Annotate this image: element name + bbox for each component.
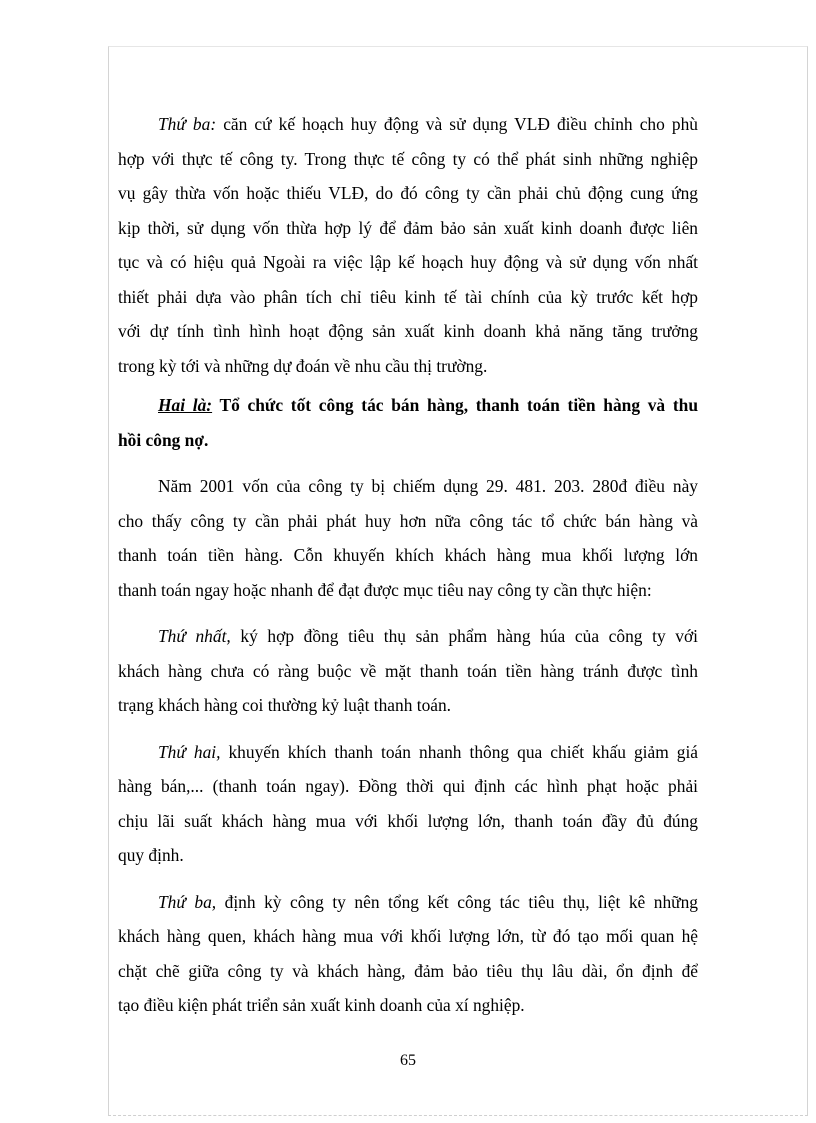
paragraph-thu-ba-vld bbox=[118, 107, 698, 383]
paragraph-line: hàng bán,... (thanh toán ngay). Đồng thời qui định các hình phạt hoặc phải bbox=[118, 776, 698, 796]
paragraph-line: trạng khách hàng coi thường kỷ luật thanh toán. bbox=[118, 695, 452, 715]
section-heading-hai-la bbox=[118, 388, 698, 457]
paragraph-line: Thứ hai, khuyến khích thanh toán nhanh thông qua chiết khấu giảm giá bbox=[158, 741, 698, 762]
paragraph-line: thanh toán tiền hàng. Cỗn khuyến khích khách hàng mua khối lượng lớn bbox=[118, 545, 698, 565]
paragraph-line: tục và có hiệu quả Ngoài ra việc lập kế hoạch huy động và sử dụng vốn nhất bbox=[118, 252, 698, 272]
paragraph-thu-hai bbox=[118, 735, 698, 873]
paragraph-line: chịu lãi suất khách hàng mua với khối lượng lớn, thanh toán đầy đủ đúng bbox=[118, 810, 698, 831]
heading-lead: Hai là: bbox=[158, 395, 213, 415]
paragraph-thu-nhat bbox=[118, 619, 698, 723]
paragraph-line: Thứ ba, định kỳ công ty nên tổng kết công tác tiêu thụ, liệt kê những bbox=[158, 891, 698, 912]
paragraph-line: Thứ ba: căn cứ kế hoạch huy động và sử dụng VLĐ điều chỉnh cho phù bbox=[158, 114, 698, 134]
page-number: 65 bbox=[400, 1052, 416, 1069]
paragraph-line: hợp với thực tế công ty. Trong thực tế công ty có thể phát sinh những nghiệp bbox=[118, 148, 698, 169]
paragraph-line: Năm 2001 vốn của công ty bị chiếm dụng 29. 481. 203. 280đ điều này bbox=[158, 476, 698, 496]
paragraph-line: kịp thời, sử dụng vốn thừa hợp lý để đảm bảo sản xuất kinh doanh được liên bbox=[118, 217, 698, 238]
heading-line: hồi công nợ. bbox=[118, 429, 209, 450]
paragraph-line: cho thấy công ty cần phải phát huy hơn nữa công tác tổ chức bán hàng và bbox=[118, 510, 698, 531]
document-body bbox=[118, 107, 698, 1023]
paragraph-line: quy định. bbox=[118, 845, 184, 865]
paragraph-lead: Thứ nhất, bbox=[158, 626, 231, 646]
heading-line: Hai là: Tổ chức tốt công tác bán hàng, thanh toán tiền hàng và thu bbox=[158, 395, 698, 415]
paragraph-line: tạo điều kiện phát triển sản xuất kinh doanh của xí nghiệp. bbox=[118, 995, 525, 1015]
paragraph-line: trong kỳ tới và những dự đoán về nhu cầu thị trường. bbox=[118, 355, 488, 376]
paragraph-thu-ba-tieu-thu bbox=[118, 885, 698, 1023]
paragraph-line: với dự tính tình hình hoạt động sản xuất kinh doanh khả năng tăng trưởng bbox=[118, 321, 698, 341]
paragraph-line: thanh toán ngay hoặc nhanh để đạt được mục tiêu nay công ty cần thực hiện: bbox=[118, 579, 652, 600]
paragraph-line: khách hàng chưa có ràng buộc về mặt thanh toán tiền hàng tránh được tình bbox=[118, 660, 698, 681]
paragraph-line: thiết phải dựa vào phân tích chỉ tiêu kinh tế tài chính của kỳ trước kết hợp bbox=[118, 286, 698, 307]
paragraph-lead: Thứ ba: bbox=[158, 114, 217, 134]
paragraph-line: khách hàng quen, khách hàng mua với khối lượng lớn, từ đó tạo mối quan hệ bbox=[118, 926, 698, 946]
paragraph-lead: Thứ ba, bbox=[158, 891, 217, 912]
paragraph-line: chặt chẽ giữa công ty và khách hàng, đảm bảo tiêu thụ lâu dài, ổn định để bbox=[118, 960, 698, 981]
paragraph-line: vụ gây thừa vốn hoặc thiếu VLĐ, do đó công ty cần phải chủ động cung ứng bbox=[118, 183, 698, 203]
paragraph-line: Thứ nhất, ký hợp đồng tiêu thụ sản phẩm hàng húa của công ty với bbox=[158, 626, 699, 646]
paragraph-lead: Thứ hai, bbox=[158, 741, 221, 762]
paragraph-nam-2001 bbox=[118, 469, 698, 607]
